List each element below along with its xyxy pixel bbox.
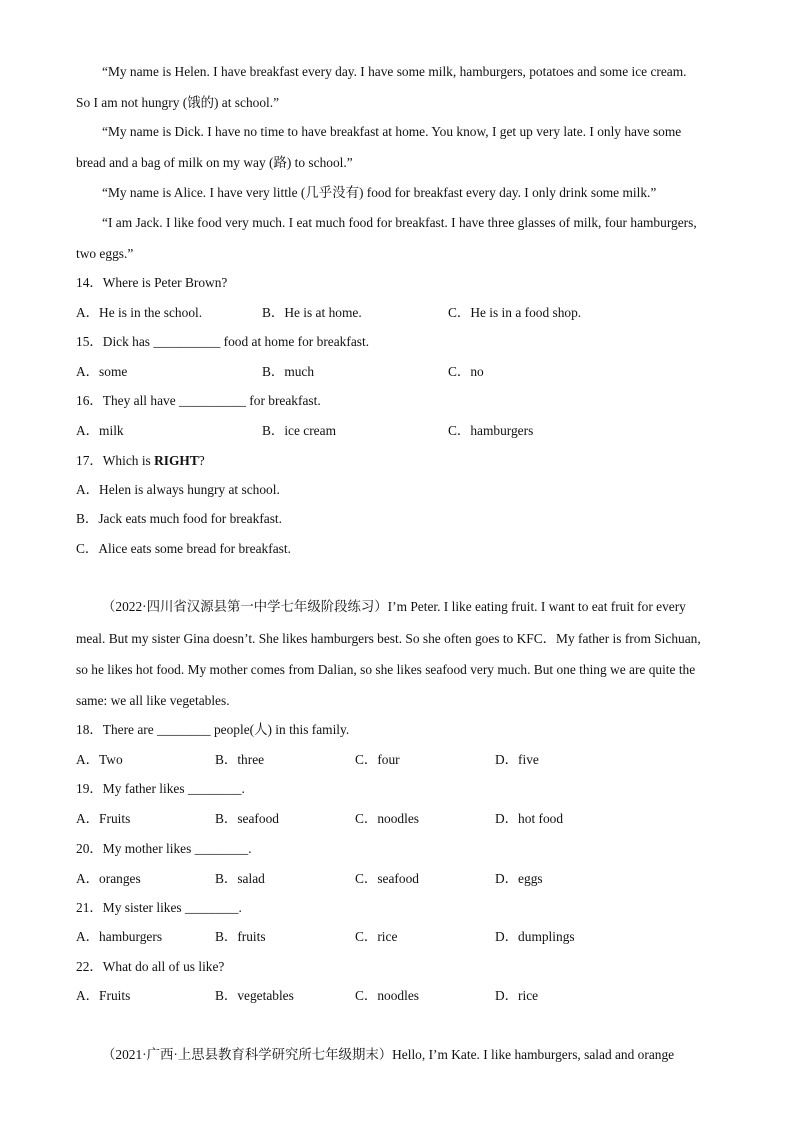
- question-21-option-d: D．dumplings: [495, 929, 575, 944]
- question-16-option-c: C．hamburgers: [448, 423, 534, 438]
- passage1-jack-line1: “I am Jack. I like food very much. I eat much food for breakfast. I have three glasses of milk, four hamburgers,: [102, 215, 697, 230]
- question-22-option-a: A．Fruits: [76, 988, 131, 1003]
- question-17-option-a: A．Helen is always hungry at school.: [76, 482, 280, 497]
- question-14-stem: 14．Where is Peter Brown?: [76, 275, 228, 290]
- question-20-option-c: C．seafood: [355, 871, 419, 886]
- question-18-option-d: D．five: [495, 752, 539, 767]
- question-20-option-d: D．eggs: [495, 871, 543, 886]
- question-17-stem-prefix: 17．Which is: [76, 453, 155, 468]
- question-21-stem: 21．My sister likes ________.: [76, 900, 242, 915]
- passage1-dick-line1: “My name is Dick. I have no time to have breakfast at home. You know, I get up very late. I only have some: [102, 124, 682, 139]
- question-17-option-b: B．Jack eats much food for breakfast.: [76, 511, 282, 526]
- question-19-option-c: C．noodles: [355, 811, 419, 826]
- question-17-option-c: C．Alice eats some bread for breakfast.: [76, 541, 291, 556]
- question-17-stem-suffix: ?: [198, 453, 205, 468]
- question-15-stem: 15．Dick has __________ food at home for breakfast.: [76, 334, 370, 349]
- question-15-option-a: A．some: [76, 364, 128, 379]
- question-19-option-d: D．hot food: [495, 811, 564, 826]
- question-17-stem-emphasis: RIGHT: [154, 453, 199, 468]
- question-18-option-a: A．Two: [76, 752, 123, 767]
- question-14-option-a: A．He is in the school.: [76, 305, 203, 320]
- passage2-line2: meal. But my sister Gina doesn’t. She likes hamburgers best. So she often goes to KFC．My father is from Sichuan,: [76, 631, 701, 646]
- passage1-alice-line1: “My name is Alice. I have very little (几乎没有) food for breakfast every day. I only drink some milk.”: [102, 185, 657, 200]
- passage3-line1: （2021·广西·上思县教育科学研究所七年级期末）Hello, I’m Kate. I like hamburgers, salad and orange: [102, 1047, 675, 1062]
- question-19-option-b: B．seafood: [215, 811, 279, 826]
- question-16-stem: 16．They all have __________ for breakfast.: [76, 393, 321, 408]
- question-21-option-a: A．hamburgers: [76, 929, 163, 944]
- passage1-dick-line2: bread and a bag of milk on my way (路) to school.”: [76, 155, 353, 170]
- question-16-option-b: B．ice cream: [262, 423, 336, 438]
- passage2-line4: same: we all like vegetables.: [76, 693, 230, 708]
- question-14-option-b: B．He is at home.: [262, 305, 362, 320]
- question-18-option-c: C．four: [355, 752, 400, 767]
- passage1-helen-line2: So I am not hungry (饿的) at school.”: [76, 95, 280, 110]
- passage2-line3: so he likes hot food. My mother comes from Dalian, so she likes seafood very much. But one thing we are quite the: [76, 662, 696, 677]
- question-16-option-a: A．milk: [76, 423, 124, 438]
- question-22-option-b: B．vegetables: [215, 988, 294, 1003]
- passage2-line1: （2022·四川省汉源县第一中学七年级阶段练习）I’m Peter. I like eating fruit. I want to eat fruit for every: [102, 599, 686, 614]
- question-22-option-d: D．rice: [495, 988, 539, 1003]
- question-20-stem: 20．My mother likes ________.: [76, 841, 252, 856]
- passage1-helen-line1: “My name is Helen. I have breakfast every day. I have some milk, hamburgers, potatoes and some ice cream.: [102, 64, 687, 79]
- question-14-option-c: C．He is in a food shop.: [448, 305, 582, 320]
- question-22-stem: 22．What do all of us like?: [76, 959, 225, 974]
- question-15-option-c: C．no: [448, 364, 484, 379]
- question-21-option-b: B．fruits: [215, 929, 266, 944]
- question-18-option-b: B．three: [215, 752, 265, 767]
- question-20-option-a: A．oranges: [76, 871, 141, 886]
- question-19-option-a: A．Fruits: [76, 811, 131, 826]
- question-21-option-c: C．rice: [355, 929, 398, 944]
- question-19-stem: 19．My father likes ________.: [76, 781, 245, 796]
- passage1-jack-line2: two eggs.”: [76, 246, 134, 261]
- question-15-option-b: B．much: [262, 364, 315, 379]
- question-17-stem: [76, 451, 205, 471]
- question-22-option-c: C．noodles: [355, 988, 419, 1003]
- question-18-stem: 18．There are ________ people(人) in this family.: [76, 722, 350, 737]
- question-20-option-b: B．salad: [215, 871, 265, 886]
